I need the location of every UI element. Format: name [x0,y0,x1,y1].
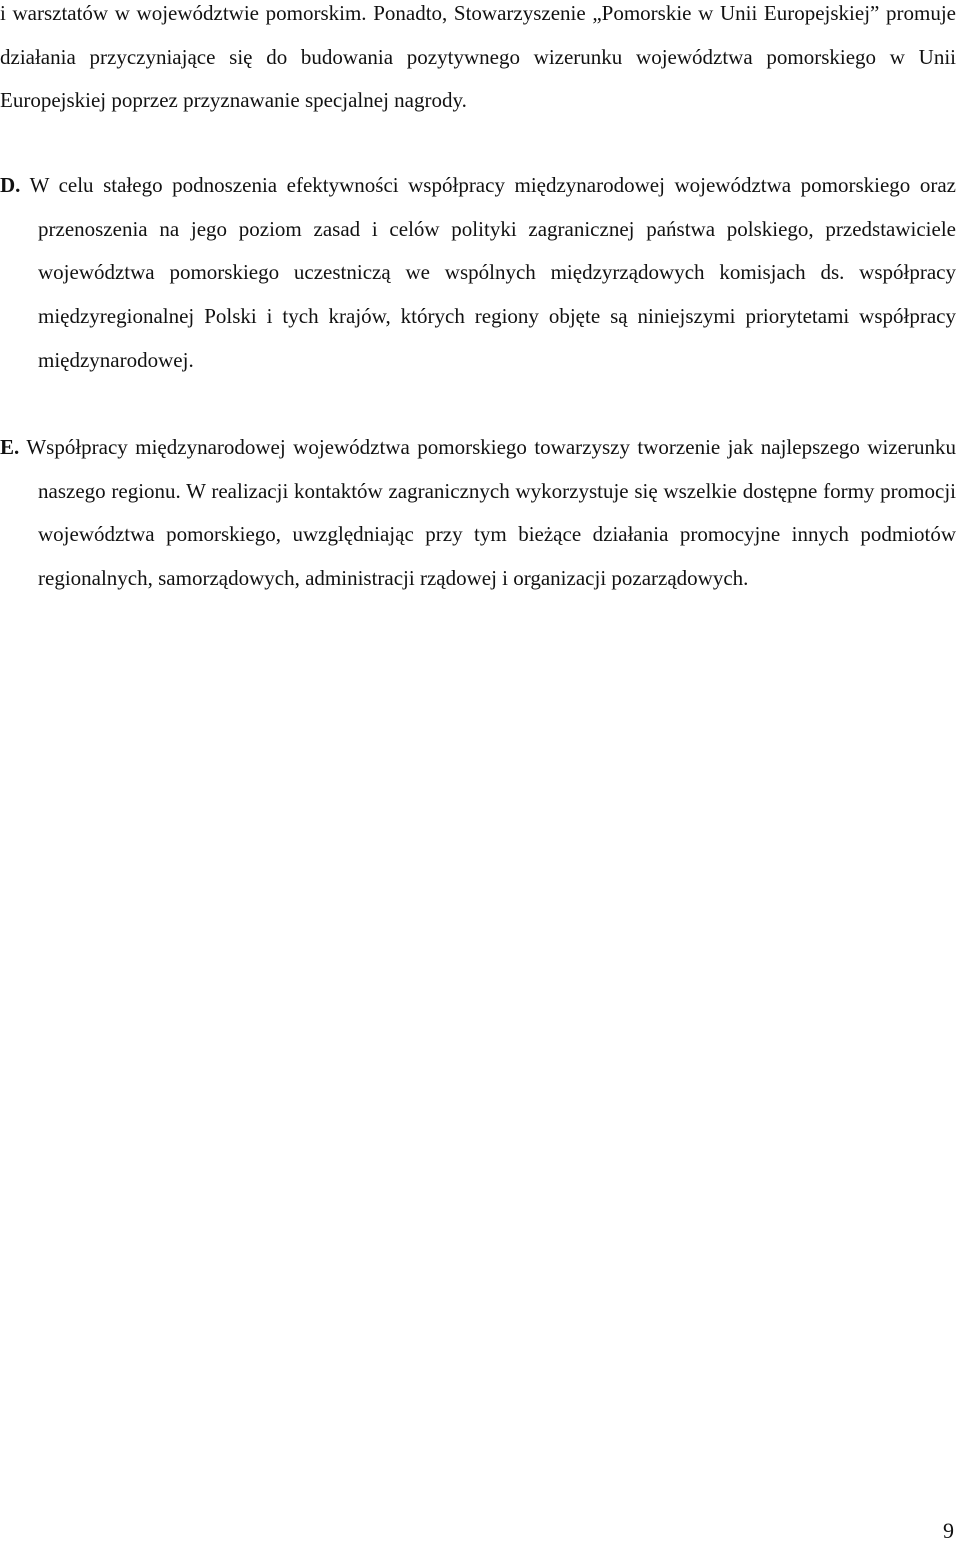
page-number: 9 [943,1518,954,1543]
section-d-label: D. [0,173,21,197]
continuation-paragraph [0,0,956,123]
section-e-text: Współpracy międzynarodowej województwa pomorskiego towarzyszy tworzenie jak najlepszego wizerunku naszego regionu. W realizacji kontaktów zagranicznych wykorzystuje się wszelkie dostępne formy promocji województwa pomorskiego, uwzględniając przy tym bieżące działania promocyjne innych podmiotów regionalnych, samorządowych, administracji rządowej i organizacji pozarządowych. [26,435,956,591]
section-d-paragraph [0,164,956,383]
section-d-text: W celu stałego podnoszenia efektywności współpracy międzynarodowej województwa pomorskiego oraz przenoszenia na jego poziom zasad i celów polityki zagranicznej państwa polskiego, przedstawiciele województwa pomorskiego uczestniczą we wspólnych międzyrządowych komisjach ds. współpracy międzyregionalnej Polski i tych krajów, których regiony objęte są niniejszymi priorytetami współpracy międzynarodowej. [29,173,956,372]
continuation-text: i warsztatów w województwie pomorskim. Ponadto, Stowarzyszenie „Pomorskie w Unii Europejskiej” promuje działania przyczyniające się do budowania pozytywnego wizerunku województwa pomorskiego w Unii Europejskiej poprzez przyznawanie specjalnej nagrody. [0,1,956,113]
section-e-paragraph [0,426,956,601]
section-e-label: E. [0,435,20,459]
